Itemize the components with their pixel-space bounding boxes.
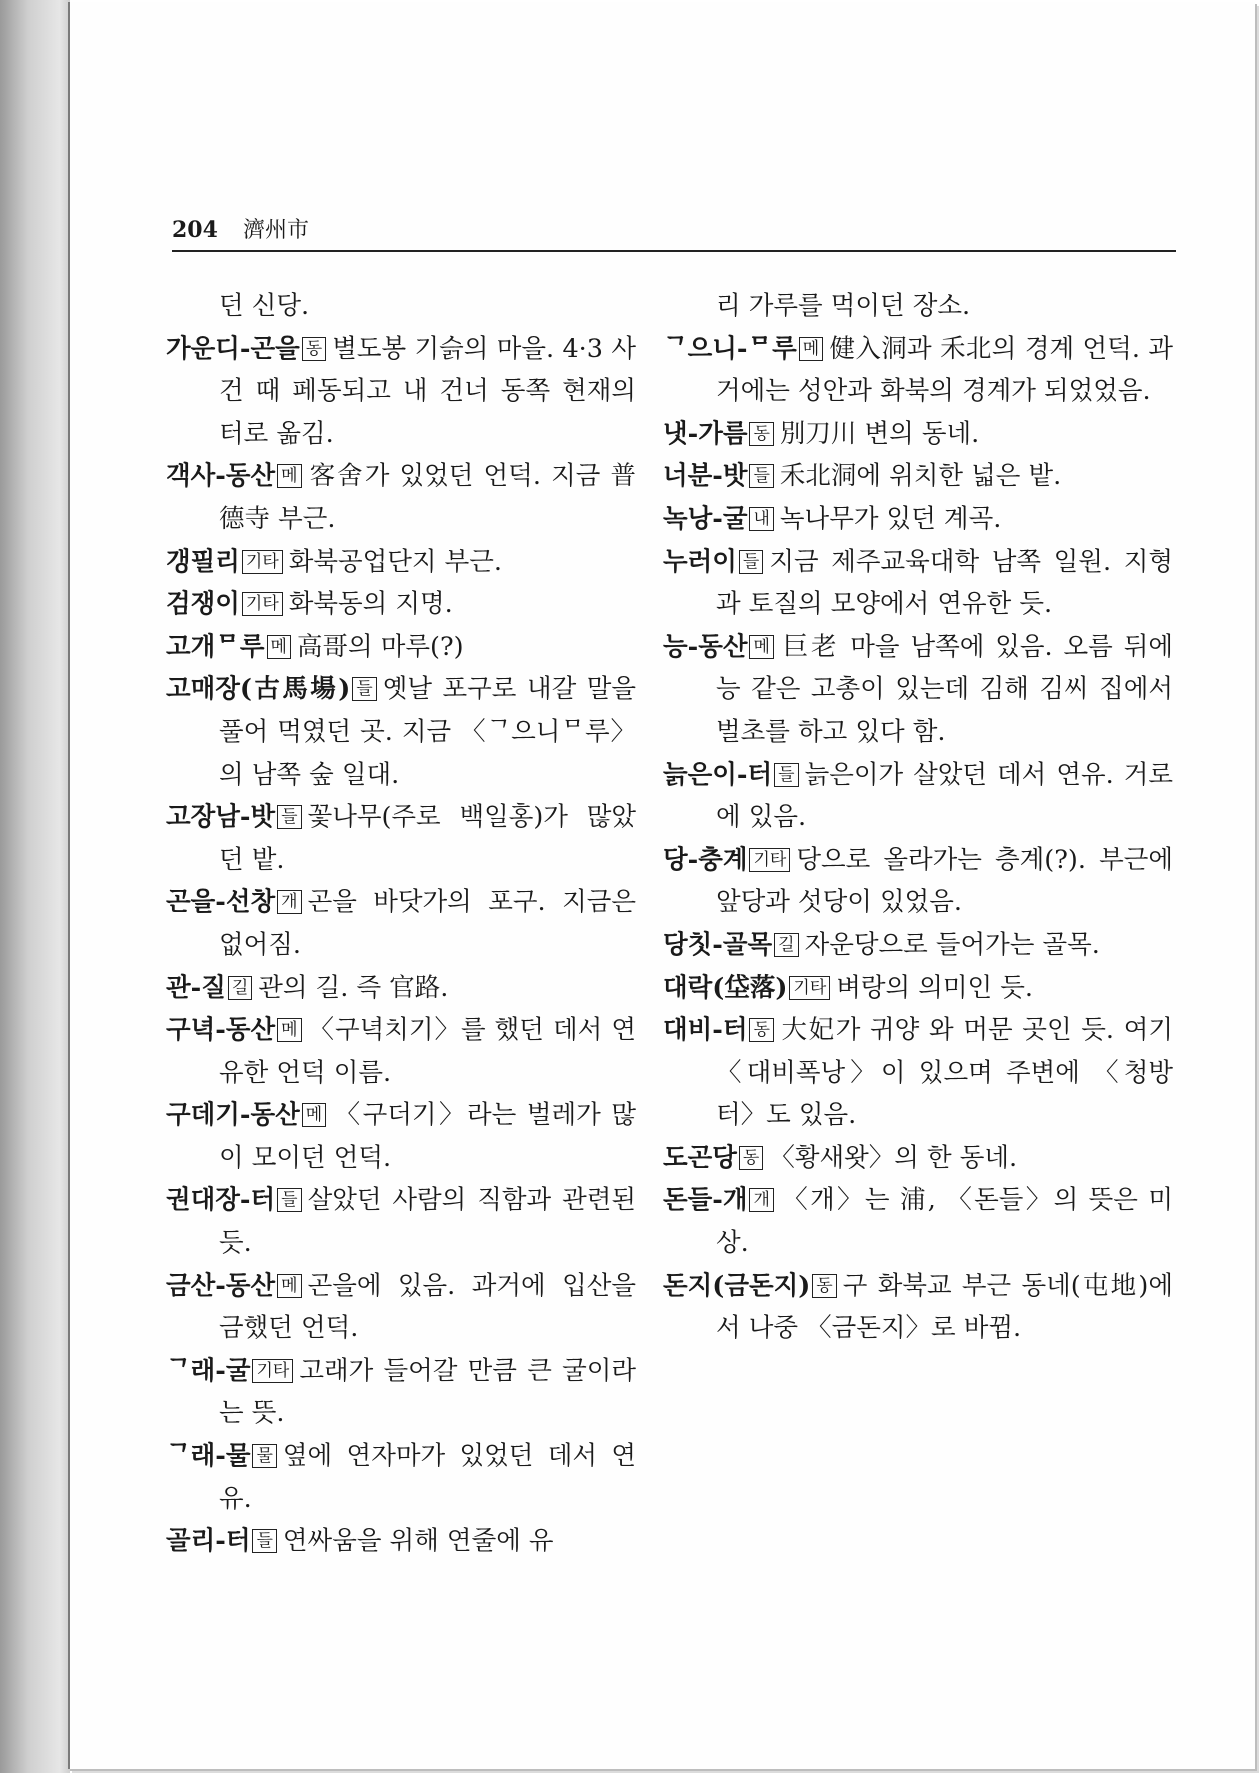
category-badge: 동 [302,337,326,361]
entry-description: 巨老 마을 남쪽에 있음. 오름 뒤에 능 같은 고총이 있는데 김해 김씨 집에서 벌초를 하고 있다 함. [716,631,1173,747]
entry-description: 늙은이가 살았던 데서 연유. 거로에 있음. [716,759,1173,833]
category-badge: 동 [812,1274,836,1298]
dictionary-entry [166,583,636,626]
dictionary-entry [166,1435,636,1520]
entry-description: 화북동의 지명. [288,589,453,620]
entry-description: 別刀川 변의 동네. [779,418,980,449]
entry-term: 고매장(古馬場) [166,674,351,705]
category-badge: 메 [277,1274,301,1298]
dictionary-entry [663,754,1173,839]
category-badge: 들 [774,763,798,787]
entry-description: 던 신당. [219,291,310,321]
entry-description: 곤을에 있음. 과거에 입산을 금했던 언덕. [219,1270,636,1344]
dictionary-entry [166,967,636,1010]
dictionary-entry [663,839,1173,924]
entry-description: 당으로 올라가는 층계(?). 부근에 앞당과 섯당이 있었음. [716,844,1173,918]
entry-description: 〈구더기〉라는 벌레가 많이 모이던 언덕. [219,1100,636,1173]
dictionary-entry [166,541,636,584]
dictionary-entry [663,1137,1173,1180]
dictionary-entry [663,413,1173,456]
category-badge: 길 [774,933,798,957]
entry-term: 돈지(금돈지) [663,1270,811,1301]
entry-term: 가운디-곤을 [166,333,300,364]
dictionary-entry [166,1265,636,1350]
entry-description: 大妃가 귀양 와 머문 곳인 듯. 여기 〈대비폭낭〉이 있으며 주변에 〈청방터〉도 있음. [716,1015,1173,1131]
dictionary-entry [166,1009,636,1094]
entry-description: 〈황새왓〉의 한 동네. [769,1142,1018,1173]
dictionary-entry [663,924,1173,967]
category-badge: 메 [799,337,823,361]
entry-description: 健入洞과 禾北의 경계 언덕. 과거에는 성안과 화북의 경계가 되었었음. [716,333,1173,407]
entry-description: 화북공업단지 부근. [288,546,503,577]
category-badge: 들 [277,1188,301,1212]
dictionary-entry [166,1179,636,1264]
entry-term: 고장남-밧 [166,802,276,833]
dictionary-entry [166,1094,636,1179]
category-badge: 메 [267,635,291,659]
category-badge: 메 [277,464,301,488]
category-badge: 메 [749,635,773,659]
entry-description: 녹나무가 있던 계곡. [779,503,1002,534]
page-number: 204 [172,217,218,243]
dictionary-entry [166,668,636,796]
dictionary-entry [166,881,636,966]
entry-term: ᄀ으니-ᄆ루 [663,333,797,364]
dictionary-entry [166,1520,636,1563]
running-title: 濟州市 [242,218,309,243]
entry-term: 누러이 [663,546,737,577]
entry-term: ᄀ래-물 [166,1441,251,1472]
entry-term: 검쟁이 [166,589,240,620]
entry-term: 당-충계 [663,844,748,875]
category-badge: 내 [749,507,773,531]
entry-term: 늙은이-터 [663,759,773,790]
entry-term: 관-질 [166,972,226,1003]
entry-description: 客舍가 있었던 언덕. 지금 普德寺 부근. [219,461,636,534]
entry-term: 당칫-골목 [663,929,773,960]
category-badge: 기타 [242,592,283,616]
dictionary-entry [663,967,1173,1010]
dictionary-entry [166,626,636,669]
entry-term: 권대장-터 [166,1185,276,1216]
dictionary-entry [663,626,1173,754]
dictionary-entry [663,498,1173,541]
entry-term: 돈들-개 [663,1185,748,1216]
entry-description: 禾北洞에 위치한 넓은 밭. [779,461,1062,492]
entry-term: 냇-가름 [663,418,748,449]
category-badge: 물 [252,1444,276,1468]
dictionary-entry [166,796,636,881]
category-badge: 동 [739,1146,763,1170]
dictionary-entry [663,1179,1173,1264]
entry-description: 별도봉 기슭의 마을. 4·3 사건 때 페동되고 내 건너 동쪽 현재의 터로 옮김. [219,333,636,449]
dictionary-entry [166,455,636,540]
entry-description: 벼랑의 의미인 듯. [836,972,1034,1003]
entry-description: 〈구녁치기〉를 했던 데서 연유한 언덕 이름. [219,1015,636,1088]
entry-term: 능-동산 [663,631,748,662]
category-badge: 기타 [749,848,790,872]
dictionary-entry [663,455,1173,498]
entry-term: 녹낭-굴 [663,503,748,534]
dictionary-entry [663,541,1173,626]
entry-term: 객사-동산 [166,461,276,492]
entry-term: 금산-동산 [166,1270,276,1301]
category-badge: 기타 [789,976,830,1000]
dictionary-entry [663,1009,1173,1137]
dictionary-entry [663,285,1173,328]
dictionary-entry [166,328,636,456]
category-badge: 동 [749,422,773,446]
entry-description: 고래가 들어갈 만큼 큰 굴이라는 뜻. [219,1355,636,1429]
category-badge: 기타 [252,1359,293,1383]
category-badge: 메 [277,1018,301,1042]
right-column [663,285,1173,1350]
entry-term: ᄀ래-굴 [166,1355,251,1386]
category-badge: 개 [277,890,301,914]
entry-description: 지금 제주교육대학 남쪽 일원. 지형과 토질의 모양에서 연유한 듯. [716,546,1173,620]
entry-description: 관의 길. 즉 官路. [258,972,449,1003]
entry-term: 고개ᄆ루 [166,631,265,662]
entry-description: 옆에 연자마가 있었던 데서 연유. [219,1441,636,1514]
dictionary-entry [663,328,1173,413]
book-spine [0,0,70,1773]
entry-term: 구녁-동산 [166,1015,276,1046]
category-badge: 길 [228,976,252,1000]
entry-term: 대락(垈落) [663,972,788,1003]
entry-description: 〈개〉는 浦, 〈돈들〉의 뜻은 미상. [716,1185,1173,1259]
dictionary-entry [166,285,636,328]
category-badge: 들 [749,464,773,488]
left-column [166,285,636,1563]
dictionary-entry [166,1350,636,1435]
entry-description: 구 화북교 부근 동네(屯地)에서 나중 〈금돈지〉로 바뀜. [716,1270,1173,1344]
entry-term: 골리-터 [166,1526,251,1557]
entry-description: 곤을 바닷가의 포구. 지금은 없어짐. [219,887,636,960]
entry-description: 高哥의 마루(?) [296,631,464,662]
page-header [172,210,1176,252]
entry-description: 살았던 사람의 직함과 관련된 듯. [219,1185,636,1259]
entry-term: 도곤당 [663,1142,737,1173]
entry-term: 갱필리 [166,546,240,577]
category-badge: 들 [739,550,763,574]
entry-description: 자운당으로 들어가는 골목. [804,929,1100,960]
category-badge: 메 [302,1103,326,1127]
entry-term: 너분-밧 [663,461,748,492]
entry-description: 꽃나무(주로 백일홍)가 많았던 밭. [219,802,636,875]
entry-term: 대비-터 [663,1015,748,1046]
category-badge: 들 [277,805,301,829]
category-badge: 동 [749,1018,773,1042]
entry-term: 곤을-선창 [166,887,276,918]
category-badge: 들 [352,677,376,701]
entry-description: 옛날 포구로 내갈 말을 풀어 먹였던 곳. 지금 〈ᄀ으니ᄆ루〉의 남쪽 숲 일대. [219,674,637,790]
dictionary-entry [663,1265,1173,1350]
category-badge: 개 [749,1188,773,1212]
entry-term: 구데기-동산 [166,1100,300,1131]
entry-description: 연싸움을 위해 연줄에 유 [282,1526,554,1557]
category-badge: 기타 [242,550,283,574]
entry-description: 리 가루를 먹이던 장소. [716,291,971,321]
category-badge: 들 [252,1529,276,1553]
